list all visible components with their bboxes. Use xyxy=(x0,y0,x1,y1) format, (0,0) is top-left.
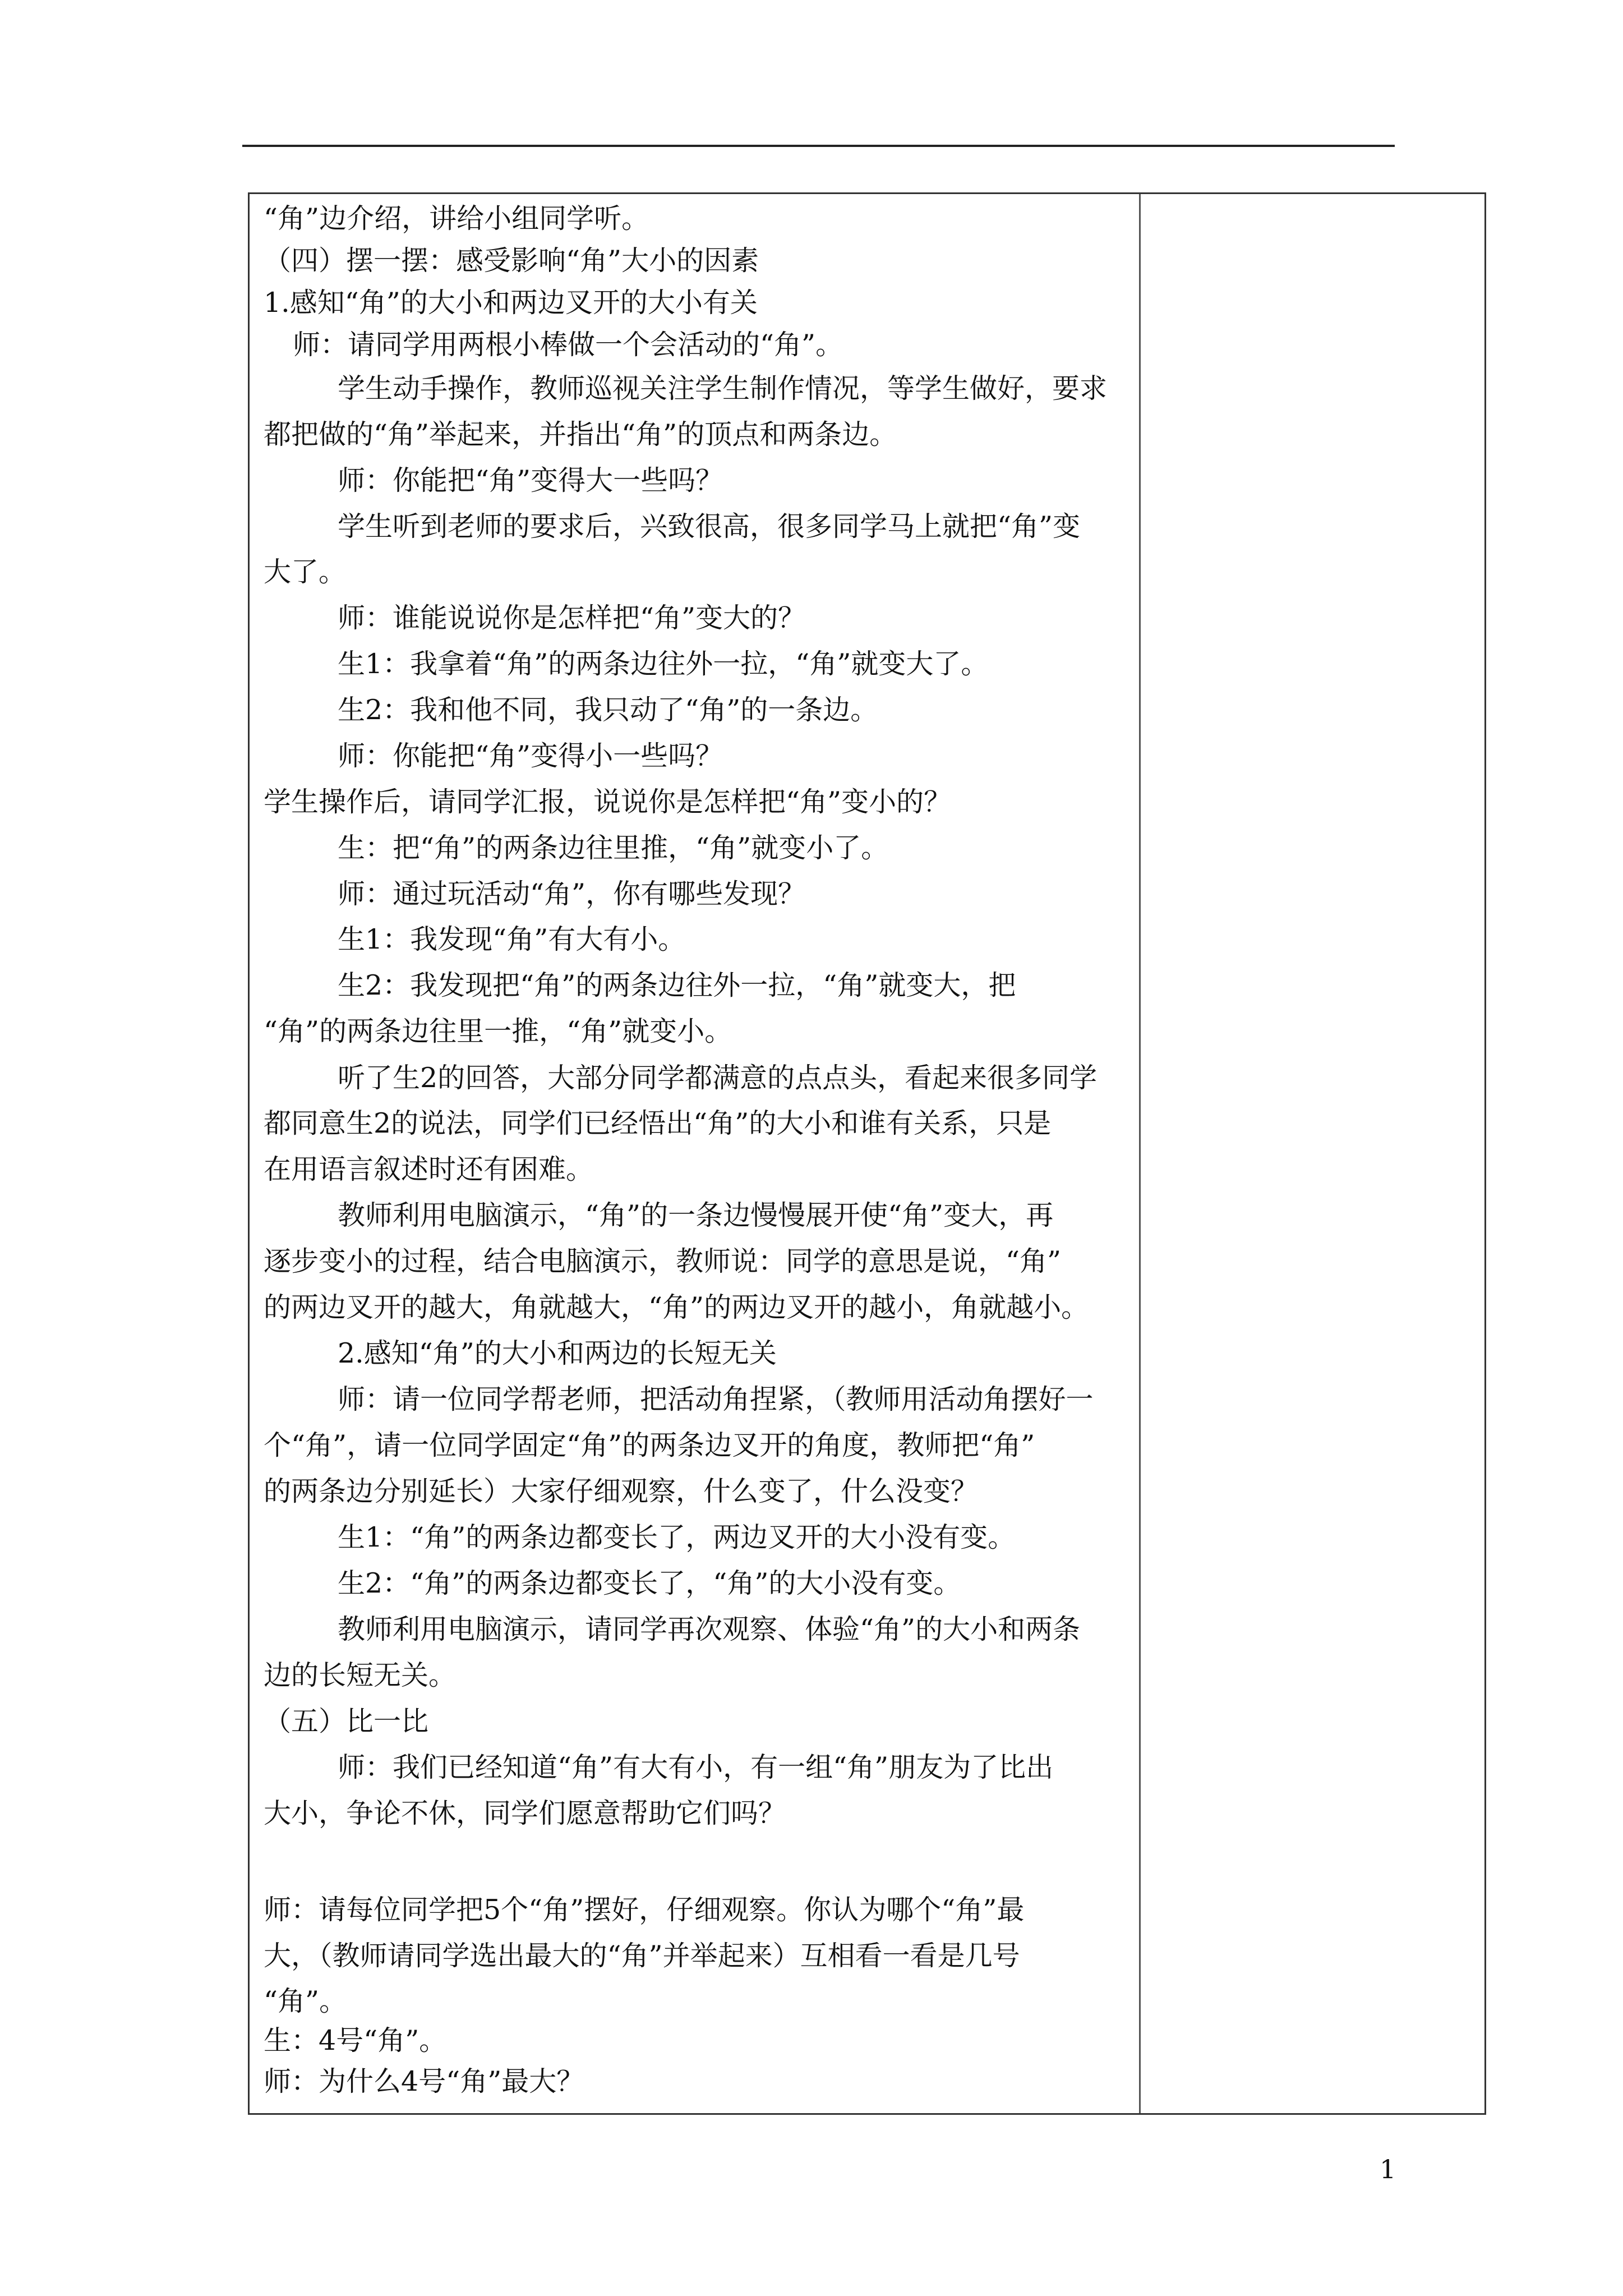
text-line: 教师利用电脑演示，“角”的一条边慢慢展开使“角”变大，再 xyxy=(338,1199,1054,1231)
text-line: “角”。 xyxy=(264,1985,347,2017)
text-line: 师：你能把“角”变得大一些吗？ xyxy=(338,464,723,496)
text-line: 生2：我发现把“角”的两条边往外一拉，“角”就变大，把 xyxy=(338,969,1016,1001)
text-line: 师：谁能说说你是怎样把“角”变大的？ xyxy=(338,602,806,634)
text-line: 生2：“角”的两条边都变长了，“角”的大小没有变。 xyxy=(338,1567,961,1599)
text-line: 生1：我发现“角”有大有小。 xyxy=(338,923,686,955)
text-line: 学生操作后，请同学汇报，说说你是怎样把“角”变小的？ xyxy=(264,786,952,818)
text-line: 学生听到老师的要求后，兴致很高，很多同学马上就把“角”变 xyxy=(338,510,1081,542)
text-line: 生1：我拿着“角”的两条边往外一拉，“角”就变大了。 xyxy=(338,648,989,680)
section-heading: （四）摆一摆：感受影响“角”大小的因素 xyxy=(264,245,759,277)
text-line: 师：通过玩活动“角”，你有哪些发现？ xyxy=(338,878,806,910)
text-line: 师：为什么4号“角”最大？ xyxy=(264,2065,584,2097)
text-line: 教师利用电脑演示，请同学再次观察、体验“角”的大小和两条 xyxy=(338,1613,1081,1645)
text-line: 个“角”，请一位同学固定“角”的两条边叉开的角度，教师把“角” xyxy=(264,1429,1035,1461)
lesson-content xyxy=(264,194,1136,2113)
text-line: 学生动手操作，教师巡视关注学生制作情况，等学生做好，要求 xyxy=(338,372,1108,404)
text-line: 师：请每位同学把5个“角”摆好，仔细观察。你认为哪个“角”最 xyxy=(264,1894,1025,1926)
text-line: “角”边介绍，讲给小组同学听。 xyxy=(264,203,649,234)
text-line: 大了。 xyxy=(264,556,347,588)
lesson-table xyxy=(248,192,1486,2115)
text-line: 师：我们已经知道“角”有大有小，有一组“角”朋友为了比出 xyxy=(338,1751,1054,1783)
text-line: 的两条边分别延长）大家仔细观察，什么变了，什么没变？ xyxy=(264,1475,979,1507)
text-line: 大小，争论不休，同学们愿意帮助它们吗？ xyxy=(264,1797,786,1829)
subsection-heading: 1.感知“角”的大小和两边叉开的大小有关 xyxy=(264,287,758,319)
text-line: 逐步变小的过程，结合电脑演示，教师说：同学的意思是说，“角” xyxy=(264,1245,1062,1277)
column-divider xyxy=(1139,194,1141,2113)
subsection-heading: 2.感知“角”的大小和两边的长短无关 xyxy=(338,1337,777,1369)
text-line: 都把做的“角”举起来，并指出“角”的顶点和两条边。 xyxy=(264,418,897,450)
text-line: 师：请一位同学帮老师，把活动角捏紧，（教师用活动角摆好一 xyxy=(338,1383,1094,1415)
text-line: 师：你能把“角”变得小一些吗？ xyxy=(338,740,723,772)
text-line: 都同意生2的说法，同学们已经悟出“角”的大小和谁有关系，只是 xyxy=(264,1107,1052,1139)
text-line: 的两边叉开的越大，角就越大，“角”的两边叉开的越小，角就越小。 xyxy=(264,1291,1089,1323)
text-line: 师：请同学用两根小棒做一个会活动的“角”。 xyxy=(293,329,843,361)
text-line: 生：4号“角”。 xyxy=(264,2024,447,2056)
text-line: 边的长短无关。 xyxy=(264,1659,457,1691)
page-number: 1 xyxy=(1380,2154,1396,2184)
text-line: 在用语言叙述时还有困难。 xyxy=(264,1153,594,1185)
text-line: “角”的两条边往里一推，“角”就变小。 xyxy=(264,1015,732,1047)
text-line: 听了生2的回答，大部分同学都满意的点点头，看起来很多同学 xyxy=(338,1062,1098,1094)
header-rule xyxy=(242,145,1395,147)
text-line: 大，（教师请同学选出最大的“角”并举起来）互相看一看是几号 xyxy=(264,1940,1020,1972)
text-line: 生2：我和他不同，我只动了“角”的一条边。 xyxy=(338,694,878,726)
text-line: 生：把“角”的两条边往里推，“角”就变小了。 xyxy=(338,832,889,864)
text-line: 生1：“角”的两条边都变长了，两边叉开的大小没有变。 xyxy=(338,1521,1016,1553)
section-heading: （五）比一比 xyxy=(264,1705,429,1737)
